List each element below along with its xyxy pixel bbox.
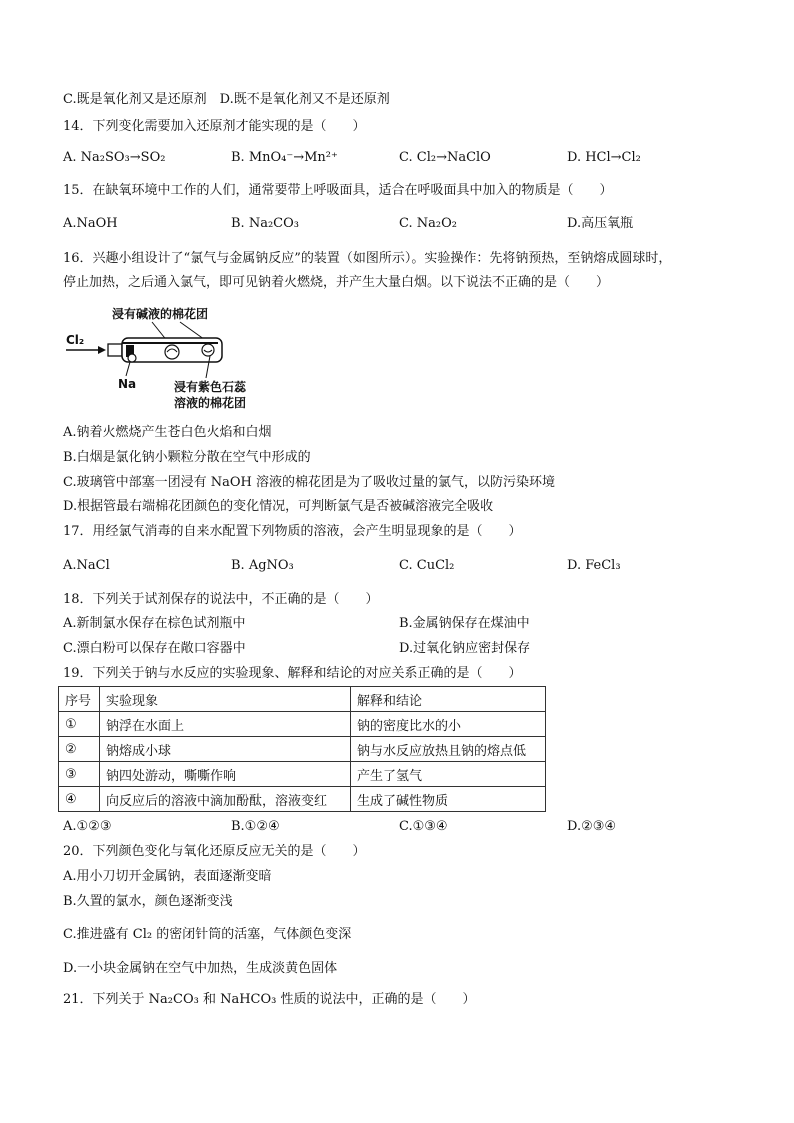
table-cell: ② <box>59 737 100 762</box>
q18-option-a[interactable]: A.新制氯水保存在棕色试剂瓶中 <box>63 616 246 631</box>
label-alkali-cotton: 浸有碱液的棉花团 <box>112 307 209 321</box>
table-cell: 生成了碱性物质 <box>351 787 546 812</box>
table-cell: ④ <box>59 787 100 812</box>
q20-option-a[interactable]: A.用小刀切开金属钠，表面逐渐变暗 <box>63 869 272 884</box>
table-header: 解释和结论 <box>351 687 546 712</box>
q14-option-b[interactable]: B. MnO₄⁻→Mn²⁺ <box>231 150 338 165</box>
q16-stem-line2: 停止加热，之后通入氯气，即可见钠着火燃烧，并产生大量白烟。以下说法不正确的是（ ） <box>63 275 610 290</box>
sodium-ball <box>128 354 136 362</box>
table-cell: 钠的密度比水的小 <box>351 712 546 737</box>
table-cell: 向反应后的溶液中滴加酚酞，溶液变红 <box>100 787 351 812</box>
table-header: 实验现象 <box>100 687 351 712</box>
q17-options <box>63 556 743 576</box>
label-cl2: Cl₂ <box>66 333 85 347</box>
q17-stem: 17．用经氯气消毒的自来水配置下列物质的溶液，会产生明显现象的是（ ） <box>63 524 522 539</box>
q17-option-b[interactable]: B. AgNO₃ <box>231 558 294 573</box>
q17-option-a[interactable]: A.NaCl <box>63 558 110 573</box>
q19-options <box>63 817 743 837</box>
q19-table <box>58 686 546 812</box>
q20-option-b[interactable]: B.久置的氯水，颜色逐渐变浅 <box>63 894 233 909</box>
q14-option-a[interactable]: A. Na₂SO₃→SO₂ <box>63 150 166 165</box>
litmus-cotton-ball <box>202 344 214 356</box>
q18-option-d[interactable]: D.过氧化钠应密封保存 <box>399 641 531 656</box>
table-cell: 钠与水反应放热且钠的熔点低 <box>351 737 546 762</box>
q18-option-b[interactable]: B.金属钠保存在煤油中 <box>399 616 530 631</box>
q14-option-c[interactable]: C. Cl₂→NaClO <box>399 150 491 165</box>
q15-option-c[interactable]: C. Na₂O₂ <box>399 216 457 231</box>
table-cell: ① <box>59 712 100 737</box>
q16-option-b[interactable]: B.白烟是氯化钠小颗粒分散在空气中形成的 <box>63 450 311 465</box>
q15-option-b[interactable]: B. Na₂CO₃ <box>231 216 299 231</box>
table-header: 序号 <box>59 687 100 712</box>
table-row <box>59 737 546 762</box>
q19-option-d[interactable]: D.②③④ <box>567 819 617 834</box>
label-litmus-cotton-1: 浸有紫色石蕊 <box>174 380 247 394</box>
q20-stem: 20．下列颜色变化与氧化还原反应无关的是（ ） <box>63 844 366 859</box>
q15-options <box>63 214 743 234</box>
q15-option-d[interactable]: D.高压氧瓶 <box>567 216 634 231</box>
table-header-row <box>59 687 546 712</box>
chlorine-sodium-apparatus-figure <box>60 304 300 414</box>
q13-option-line: C.既是氧化剂又是还原剂 D.既不是氧化剂又不是还原剂 <box>63 92 390 107</box>
table-row <box>59 762 546 787</box>
q20-option-d[interactable]: D.一小块金属钠在空气中加热，生成淡黄色固体 <box>63 961 338 976</box>
q17-option-d[interactable]: D. FeCl₃ <box>567 558 621 573</box>
label-sodium: Na <box>118 377 137 391</box>
q14-options <box>63 148 743 168</box>
table-row <box>59 712 546 737</box>
table-cell: ③ <box>59 762 100 787</box>
q16-stem-line1: 16．兴趣小组设计了“氯气与金属钠反应”的装置（如图所示）。实验操作：先将钠预热，至钠熔成圆球时， <box>63 251 672 266</box>
table-cell: 钠浮在水面上 <box>100 712 351 737</box>
q21-stem: 21．下列关于 Na₂CO₃ 和 NaHCO₃ 性质的说法中，正确的是（ ） <box>63 992 476 1007</box>
q20-option-c[interactable]: C.推进盛有 Cl₂ 的密闭针筒的活塞，气体颜色变深 <box>63 927 352 942</box>
q14-stem: 14．下列变化需要加入还原剂才能实现的是（ ） <box>63 119 366 134</box>
q16-option-c[interactable]: C.玻璃管中部塞一团浸有 NaOH 溶液的棉花团是为了吸收过量的氯气，以防污染环境 <box>63 475 556 490</box>
q15-stem: 15．在缺氧环境中工作的人们，通常要带上呼吸面具，适合在呼吸面具中加入的物质是（ ） <box>63 183 613 198</box>
q19-option-a[interactable]: A.①②③ <box>63 819 112 834</box>
table-cell: 钠熔成小球 <box>100 737 351 762</box>
q18-option-c[interactable]: C.漂白粉可以保存在敞口容器中 <box>63 641 246 656</box>
q19-option-c[interactable]: C.①③④ <box>399 819 448 834</box>
q17-option-c[interactable]: C. CuCl₂ <box>399 558 455 573</box>
table-row <box>59 787 546 812</box>
q14-option-d[interactable]: D. HCl→Cl₂ <box>567 150 641 165</box>
q18-options-row2 <box>63 639 743 659</box>
table-cell: 钠四处游动，嘶嘶作响 <box>100 762 351 787</box>
label-litmus-cotton-2: 溶液的棉花团 <box>174 396 247 410</box>
q15-option-a[interactable]: A.NaOH <box>63 216 118 231</box>
q19-option-b[interactable]: B.①②④ <box>231 819 280 834</box>
q19-stem: 19．下列关于钠与水反应的实验现象、解释和结论的对应关系正确的是（ ） <box>63 666 522 681</box>
q16-option-d[interactable]: D.根据管最右端棉花团颜色的变化情况，可判断氯气是否被碱溶液完全吸收 <box>63 499 494 514</box>
stopper <box>108 344 122 356</box>
q16-option-a[interactable]: A.钠着火燃烧产生苍白色火焰和白烟 <box>63 425 272 440</box>
q18-stem: 18．下列关于试剂保存的说法中，不正确的是（ ） <box>63 592 379 607</box>
table-cell: 产生了氢气 <box>351 762 546 787</box>
q18-options-row1 <box>63 614 743 634</box>
